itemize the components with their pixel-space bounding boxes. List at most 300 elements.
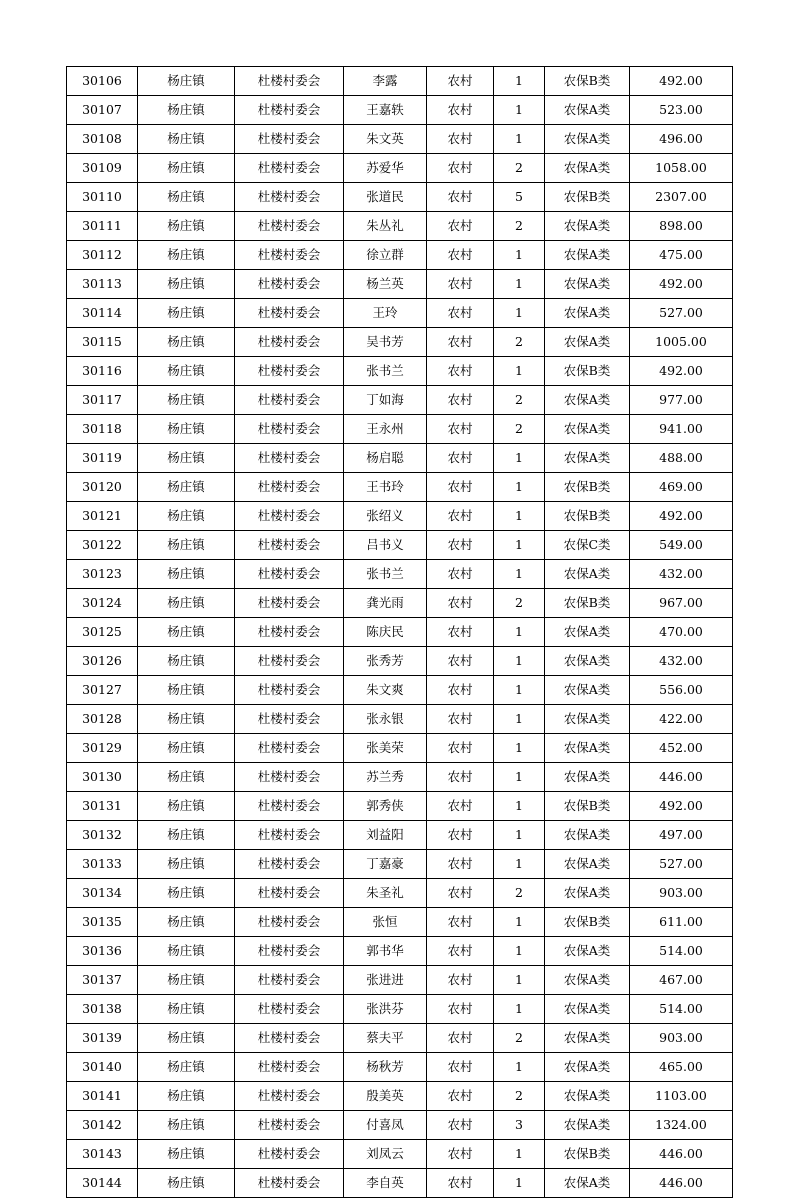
cell-id: 30118 (67, 415, 138, 444)
cell-household-type: 农村 (427, 125, 494, 154)
cell-id: 30138 (67, 995, 138, 1024)
cell-household-type: 农村 (427, 821, 494, 850)
cell-amount: 465.00 (630, 1053, 733, 1082)
cell-person-count: 1 (494, 502, 545, 531)
cell-amount: 492.00 (630, 502, 733, 531)
cell-amount: 492.00 (630, 67, 733, 96)
cell-village: 杜楼村委会 (235, 531, 344, 560)
cell-household-type: 农村 (427, 270, 494, 299)
cell-category: 农保B类 (545, 908, 630, 937)
cell-id: 30123 (67, 560, 138, 589)
cell-household-type: 农村 (427, 1140, 494, 1169)
cell-id: 30113 (67, 270, 138, 299)
cell-person-count: 1 (494, 444, 545, 473)
cell-amount: 1103.00 (630, 1082, 733, 1111)
cell-category: 农保A类 (545, 270, 630, 299)
cell-village: 杜楼村委会 (235, 415, 344, 444)
table-row (67, 154, 733, 183)
cell-town: 杨庄镇 (138, 270, 235, 299)
cell-town: 杨庄镇 (138, 212, 235, 241)
table-row (67, 531, 733, 560)
cell-person-count: 1 (494, 1169, 545, 1198)
cell-household-type: 农村 (427, 850, 494, 879)
cell-town: 杨庄镇 (138, 357, 235, 386)
cell-name: 张秀芳 (344, 647, 427, 676)
table-row (67, 444, 733, 473)
cell-village: 杜楼村委会 (235, 1053, 344, 1082)
cell-town: 杨庄镇 (138, 125, 235, 154)
cell-name: 杨秋芳 (344, 1053, 427, 1082)
cell-id: 30124 (67, 589, 138, 618)
cell-village: 杜楼村委会 (235, 560, 344, 589)
cell-village: 杜楼村委会 (235, 183, 344, 212)
cell-id: 30107 (67, 96, 138, 125)
cell-town: 杨庄镇 (138, 386, 235, 415)
cell-amount: 497.00 (630, 821, 733, 850)
table-row (67, 908, 733, 937)
cell-village: 杜楼村委会 (235, 241, 344, 270)
cell-category: 农保B类 (545, 473, 630, 502)
cell-amount: 422.00 (630, 705, 733, 734)
table-row (67, 212, 733, 241)
table-row (67, 821, 733, 850)
cell-village: 杜楼村委会 (235, 328, 344, 357)
cell-household-type: 农村 (427, 763, 494, 792)
cell-town: 杨庄镇 (138, 328, 235, 357)
cell-category: 农保A类 (545, 937, 630, 966)
cell-person-count: 1 (494, 357, 545, 386)
table-row (67, 705, 733, 734)
cell-household-type: 农村 (427, 705, 494, 734)
table-row (67, 763, 733, 792)
cell-name: 吕书义 (344, 531, 427, 560)
cell-name: 张进进 (344, 966, 427, 995)
cell-town: 杨庄镇 (138, 560, 235, 589)
cell-town: 杨庄镇 (138, 879, 235, 908)
cell-town: 杨庄镇 (138, 1082, 235, 1111)
cell-town: 杨庄镇 (138, 1024, 235, 1053)
cell-id: 30127 (67, 676, 138, 705)
cell-name: 张书兰 (344, 357, 427, 386)
cell-village: 杜楼村委会 (235, 212, 344, 241)
cell-town: 杨庄镇 (138, 1053, 235, 1082)
table-row (67, 299, 733, 328)
cell-name: 李自英 (344, 1169, 427, 1198)
cell-amount: 470.00 (630, 618, 733, 647)
cell-name: 丁嘉豪 (344, 850, 427, 879)
cell-household-type: 农村 (427, 328, 494, 357)
cell-household-type: 农村 (427, 1169, 494, 1198)
cell-town: 杨庄镇 (138, 299, 235, 328)
cell-amount: 488.00 (630, 444, 733, 473)
table-row (67, 1140, 733, 1169)
cell-amount: 492.00 (630, 270, 733, 299)
cell-village: 杜楼村委会 (235, 1111, 344, 1140)
cell-id: 30142 (67, 1111, 138, 1140)
cell-category: 农保A类 (545, 1111, 630, 1140)
cell-town: 杨庄镇 (138, 67, 235, 96)
cell-town: 杨庄镇 (138, 763, 235, 792)
cell-household-type: 农村 (427, 618, 494, 647)
cell-town: 杨庄镇 (138, 676, 235, 705)
cell-household-type: 农村 (427, 502, 494, 531)
table-row (67, 415, 733, 444)
cell-category: 农保A类 (545, 96, 630, 125)
table-row (67, 560, 733, 589)
cell-household-type: 农村 (427, 1111, 494, 1140)
cell-town: 杨庄镇 (138, 589, 235, 618)
cell-village: 杜楼村委会 (235, 734, 344, 763)
cell-person-count: 1 (494, 850, 545, 879)
cell-amount: 514.00 (630, 995, 733, 1024)
cell-id: 30106 (67, 67, 138, 96)
cell-village: 杜楼村委会 (235, 502, 344, 531)
table-row (67, 183, 733, 212)
cell-category: 农保A类 (545, 1024, 630, 1053)
cell-person-count: 2 (494, 879, 545, 908)
cell-amount: 1005.00 (630, 328, 733, 357)
cell-name: 陈庆民 (344, 618, 427, 647)
cell-category: 农保A类 (545, 1082, 630, 1111)
cell-amount: 549.00 (630, 531, 733, 560)
cell-category: 农保B类 (545, 589, 630, 618)
cell-town: 杨庄镇 (138, 154, 235, 183)
cell-household-type: 农村 (427, 415, 494, 444)
cell-household-type: 农村 (427, 1053, 494, 1082)
cell-id: 30141 (67, 1082, 138, 1111)
cell-town: 杨庄镇 (138, 415, 235, 444)
cell-town: 杨庄镇 (138, 183, 235, 212)
table-row (67, 270, 733, 299)
cell-id: 30119 (67, 444, 138, 473)
cell-id: 30112 (67, 241, 138, 270)
cell-name: 刘凤云 (344, 1140, 427, 1169)
cell-person-count: 1 (494, 67, 545, 96)
cell-town: 杨庄镇 (138, 647, 235, 676)
cell-name: 张恒 (344, 908, 427, 937)
cell-village: 杜楼村委会 (235, 154, 344, 183)
cell-town: 杨庄镇 (138, 618, 235, 647)
cell-id: 30114 (67, 299, 138, 328)
cell-id: 30111 (67, 212, 138, 241)
cell-amount: 446.00 (630, 763, 733, 792)
table-row (67, 67, 733, 96)
cell-amount: 446.00 (630, 1169, 733, 1198)
cell-id: 30139 (67, 1024, 138, 1053)
cell-category: 农保A类 (545, 995, 630, 1024)
cell-person-count: 3 (494, 1111, 545, 1140)
cell-id: 30108 (67, 125, 138, 154)
table-row (67, 357, 733, 386)
table-row (67, 792, 733, 821)
cell-id: 30120 (67, 473, 138, 502)
cell-name: 郭书华 (344, 937, 427, 966)
cell-name: 朱文爽 (344, 676, 427, 705)
cell-person-count: 1 (494, 96, 545, 125)
cell-amount: 1324.00 (630, 1111, 733, 1140)
cell-village: 杜楼村委会 (235, 125, 344, 154)
cell-category: 农保A类 (545, 299, 630, 328)
cell-category: 农保A类 (545, 386, 630, 415)
cell-household-type: 农村 (427, 183, 494, 212)
cell-name: 郭秀侠 (344, 792, 427, 821)
cell-village: 杜楼村委会 (235, 96, 344, 125)
cell-household-type: 农村 (427, 96, 494, 125)
cell-household-type: 农村 (427, 444, 494, 473)
cell-name: 苏爱华 (344, 154, 427, 183)
cell-id: 30128 (67, 705, 138, 734)
cell-id: 30110 (67, 183, 138, 212)
cell-person-count: 1 (494, 937, 545, 966)
cell-town: 杨庄镇 (138, 1140, 235, 1169)
cell-town: 杨庄镇 (138, 1111, 235, 1140)
cell-household-type: 农村 (427, 154, 494, 183)
cell-category: 农保B类 (545, 792, 630, 821)
cell-person-count: 2 (494, 328, 545, 357)
cell-category: 农保A类 (545, 1169, 630, 1198)
cell-village: 杜楼村委会 (235, 792, 344, 821)
cell-id: 30143 (67, 1140, 138, 1169)
cell-amount: 967.00 (630, 589, 733, 618)
cell-id: 30144 (67, 1169, 138, 1198)
cell-id: 30132 (67, 821, 138, 850)
cell-id: 30116 (67, 357, 138, 386)
cell-household-type: 农村 (427, 676, 494, 705)
cell-name: 徐立群 (344, 241, 427, 270)
cell-town: 杨庄镇 (138, 473, 235, 502)
cell-household-type: 农村 (427, 995, 494, 1024)
table-row (67, 328, 733, 357)
cell-amount: 514.00 (630, 937, 733, 966)
cell-town: 杨庄镇 (138, 444, 235, 473)
cell-household-type: 农村 (427, 67, 494, 96)
cell-village: 杜楼村委会 (235, 763, 344, 792)
cell-id: 30137 (67, 966, 138, 995)
cell-village: 杜楼村委会 (235, 705, 344, 734)
cell-name: 苏兰秀 (344, 763, 427, 792)
cell-id: 30135 (67, 908, 138, 937)
cell-village: 杜楼村委会 (235, 676, 344, 705)
cell-category: 农保A类 (545, 647, 630, 676)
cell-name: 杨启聪 (344, 444, 427, 473)
cell-village: 杜楼村委会 (235, 270, 344, 299)
cell-household-type: 农村 (427, 1082, 494, 1111)
cell-household-type: 农村 (427, 1024, 494, 1053)
cell-village: 杜楼村委会 (235, 444, 344, 473)
cell-amount: 977.00 (630, 386, 733, 415)
cell-name: 付喜凤 (344, 1111, 427, 1140)
cell-id: 30115 (67, 328, 138, 357)
table-row (67, 995, 733, 1024)
table-row (67, 676, 733, 705)
cell-village: 杜楼村委会 (235, 879, 344, 908)
cell-person-count: 1 (494, 821, 545, 850)
cell-person-count: 2 (494, 386, 545, 415)
cell-household-type: 农村 (427, 386, 494, 415)
cell-village: 杜楼村委会 (235, 850, 344, 879)
cell-town: 杨庄镇 (138, 705, 235, 734)
cell-person-count: 1 (494, 531, 545, 560)
cell-category: 农保A类 (545, 705, 630, 734)
cell-amount: 446.00 (630, 1140, 733, 1169)
cell-amount: 941.00 (630, 415, 733, 444)
cell-name: 王永州 (344, 415, 427, 444)
cell-village: 杜楼村委会 (235, 357, 344, 386)
cell-amount: 527.00 (630, 850, 733, 879)
cell-category: 农保A类 (545, 415, 630, 444)
cell-amount: 452.00 (630, 734, 733, 763)
cell-id: 30125 (67, 618, 138, 647)
cell-town: 杨庄镇 (138, 792, 235, 821)
cell-name: 张绍义 (344, 502, 427, 531)
cell-household-type: 农村 (427, 212, 494, 241)
cell-amount: 903.00 (630, 879, 733, 908)
cell-name: 张道民 (344, 183, 427, 212)
beneficiary-table (66, 66, 733, 1198)
cell-person-count: 1 (494, 763, 545, 792)
cell-amount: 469.00 (630, 473, 733, 502)
table-row (67, 618, 733, 647)
cell-name: 朱丛礼 (344, 212, 427, 241)
cell-town: 杨庄镇 (138, 908, 235, 937)
table-row (67, 473, 733, 502)
cell-category: 农保A类 (545, 966, 630, 995)
cell-category: 农保C类 (545, 531, 630, 560)
cell-amount: 432.00 (630, 560, 733, 589)
cell-village: 杜楼村委会 (235, 1169, 344, 1198)
cell-amount: 611.00 (630, 908, 733, 937)
cell-town: 杨庄镇 (138, 531, 235, 560)
table-row (67, 647, 733, 676)
cell-amount: 903.00 (630, 1024, 733, 1053)
cell-name: 张洪芬 (344, 995, 427, 1024)
cell-village: 杜楼村委会 (235, 1024, 344, 1053)
cell-name: 刘益阳 (344, 821, 427, 850)
cell-village: 杜楼村委会 (235, 647, 344, 676)
cell-household-type: 农村 (427, 792, 494, 821)
cell-person-count: 1 (494, 1053, 545, 1082)
cell-amount: 523.00 (630, 96, 733, 125)
table-row (67, 1082, 733, 1111)
cell-village: 杜楼村委会 (235, 618, 344, 647)
cell-person-count: 2 (494, 415, 545, 444)
cell-village: 杜楼村委会 (235, 473, 344, 502)
cell-amount: 492.00 (630, 357, 733, 386)
cell-town: 杨庄镇 (138, 1169, 235, 1198)
cell-household-type: 农村 (427, 908, 494, 937)
cell-name: 王嘉轶 (344, 96, 427, 125)
cell-person-count: 1 (494, 792, 545, 821)
cell-amount: 527.00 (630, 299, 733, 328)
cell-category: 农保A类 (545, 328, 630, 357)
cell-name: 龚光雨 (344, 589, 427, 618)
cell-town: 杨庄镇 (138, 241, 235, 270)
cell-household-type: 农村 (427, 647, 494, 676)
cell-category: 农保B类 (545, 67, 630, 96)
cell-category: 农保B类 (545, 502, 630, 531)
cell-person-count: 1 (494, 647, 545, 676)
table-row (67, 850, 733, 879)
cell-category: 农保B类 (545, 357, 630, 386)
cell-name: 李露 (344, 67, 427, 96)
table-row (67, 1024, 733, 1053)
cell-town: 杨庄镇 (138, 966, 235, 995)
cell-name: 朱文英 (344, 125, 427, 154)
cell-id: 30129 (67, 734, 138, 763)
cell-id: 30140 (67, 1053, 138, 1082)
cell-id: 30109 (67, 154, 138, 183)
cell-category: 农保A类 (545, 212, 630, 241)
table-row (67, 937, 733, 966)
cell-person-count: 1 (494, 734, 545, 763)
cell-category: 农保A类 (545, 879, 630, 908)
cell-household-type: 农村 (427, 531, 494, 560)
cell-name: 王书玲 (344, 473, 427, 502)
cell-village: 杜楼村委会 (235, 67, 344, 96)
cell-category: 农保A类 (545, 850, 630, 879)
cell-household-type: 农村 (427, 879, 494, 908)
cell-category: 农保A类 (545, 676, 630, 705)
cell-amount: 492.00 (630, 792, 733, 821)
cell-person-count: 1 (494, 241, 545, 270)
cell-name: 张永银 (344, 705, 427, 734)
cell-village: 杜楼村委会 (235, 386, 344, 415)
cell-category: 农保B类 (545, 183, 630, 212)
cell-person-count: 1 (494, 908, 545, 937)
cell-category: 农保A类 (545, 763, 630, 792)
cell-household-type: 农村 (427, 241, 494, 270)
cell-category: 农保A类 (545, 125, 630, 154)
table-row (67, 966, 733, 995)
cell-household-type: 农村 (427, 560, 494, 589)
cell-name: 张书兰 (344, 560, 427, 589)
cell-name: 朱圣礼 (344, 879, 427, 908)
cell-person-count: 1 (494, 560, 545, 589)
cell-category: 农保A类 (545, 154, 630, 183)
cell-id: 30121 (67, 502, 138, 531)
cell-household-type: 农村 (427, 734, 494, 763)
cell-category: 农保A类 (545, 618, 630, 647)
cell-id: 30131 (67, 792, 138, 821)
cell-amount: 1058.00 (630, 154, 733, 183)
cell-amount: 496.00 (630, 125, 733, 154)
cell-household-type: 农村 (427, 473, 494, 502)
cell-town: 杨庄镇 (138, 96, 235, 125)
cell-id: 30117 (67, 386, 138, 415)
cell-amount: 467.00 (630, 966, 733, 995)
cell-person-count: 2 (494, 1082, 545, 1111)
table-row (67, 1053, 733, 1082)
cell-category: 农保A类 (545, 1053, 630, 1082)
cell-household-type: 农村 (427, 966, 494, 995)
cell-town: 杨庄镇 (138, 850, 235, 879)
cell-person-count: 1 (494, 299, 545, 328)
table-row (67, 125, 733, 154)
cell-town: 杨庄镇 (138, 821, 235, 850)
table-row (67, 241, 733, 270)
cell-village: 杜楼村委会 (235, 966, 344, 995)
cell-village: 杜楼村委会 (235, 589, 344, 618)
cell-village: 杜楼村委会 (235, 908, 344, 937)
cell-person-count: 2 (494, 1024, 545, 1053)
cell-amount: 475.00 (630, 241, 733, 270)
cell-person-count: 1 (494, 618, 545, 647)
cell-person-count: 1 (494, 270, 545, 299)
cell-id: 30130 (67, 763, 138, 792)
cell-name: 蔡夫平 (344, 1024, 427, 1053)
cell-village: 杜楼村委会 (235, 1082, 344, 1111)
cell-town: 杨庄镇 (138, 502, 235, 531)
